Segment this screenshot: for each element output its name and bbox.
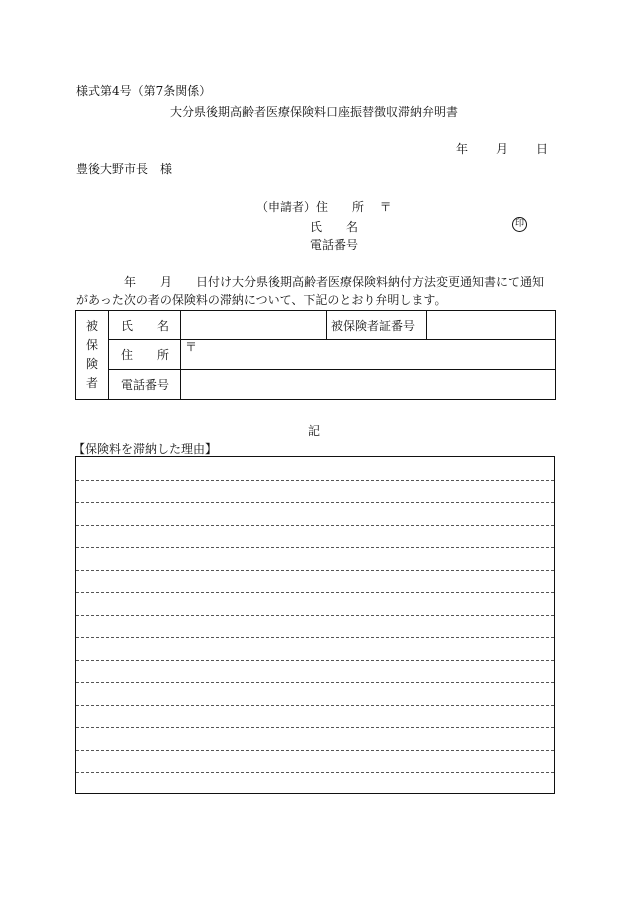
insured-phone-label: 電話番号 xyxy=(109,370,181,400)
reason-ruled-line xyxy=(76,637,554,638)
date-day-label: 日 xyxy=(536,142,549,156)
insured-name-input[interactable] xyxy=(181,311,327,340)
reason-heading: 【保険料を滞納した理由】 xyxy=(73,442,218,456)
applicant-phone-label: 電話番号 xyxy=(310,238,359,252)
insured-postal-mark: 〒 xyxy=(185,340,198,354)
reason-ruled-line xyxy=(76,480,554,481)
applicant-address-row[interactable] xyxy=(256,201,392,213)
reason-ruled-line xyxy=(76,525,554,526)
ki-heading: 記 xyxy=(308,424,321,438)
insured-name-label: 氏 名 xyxy=(109,311,181,340)
body-text-line-1: 年 月 日付け大分県後期高齢者医療保険料納付方法変更通知書にて通知 xyxy=(76,275,545,289)
applicant-name-label: 氏 名 xyxy=(310,220,359,234)
applicant-postal-mark: 〒 xyxy=(379,200,392,214)
reason-ruled-line xyxy=(76,750,554,751)
insurance-number-input[interactable] xyxy=(427,311,556,340)
date-month-label: 月 xyxy=(496,142,509,156)
reason-ruled-line xyxy=(76,592,554,593)
insured-phone-input[interactable] xyxy=(181,370,556,400)
reason-ruled-line xyxy=(76,615,554,616)
applicant-address-label: （申請者）住 所 xyxy=(256,200,365,214)
reason-ruled-line xyxy=(76,570,554,571)
insured-address-label: 住 所 xyxy=(109,340,181,370)
insured-address-input[interactable] xyxy=(181,340,556,370)
body-text-line-2: があった次の者の保険料の滞納について、下記のとおり弁明します。 xyxy=(76,293,447,307)
document-title: 大分県後期高齢者医療保険料口座振替徴収滞納弁明書 xyxy=(170,105,459,119)
reason-ruled-line xyxy=(76,682,554,683)
reason-ruled-line xyxy=(76,727,554,728)
insurance-number-label: 被保険者証番号 xyxy=(327,311,427,340)
seal-mark: 印 xyxy=(512,217,527,232)
reason-ruled-line xyxy=(76,772,554,773)
date-year-label: 年 xyxy=(456,142,469,156)
reason-ruled-line xyxy=(76,705,554,706)
reason-ruled-line xyxy=(76,502,554,503)
reason-ruled-line xyxy=(76,660,554,661)
addressee: 豊後大野市長 様 xyxy=(76,162,173,176)
insured-person-table xyxy=(75,310,556,400)
reason-ruled-line xyxy=(76,547,554,548)
date-field[interactable] xyxy=(456,143,548,155)
form-number: 様式第4号（第7条関係） xyxy=(76,84,212,98)
insured-side-label: 被 保 険 者 xyxy=(76,311,109,400)
reason-text-area[interactable] xyxy=(75,456,555,794)
